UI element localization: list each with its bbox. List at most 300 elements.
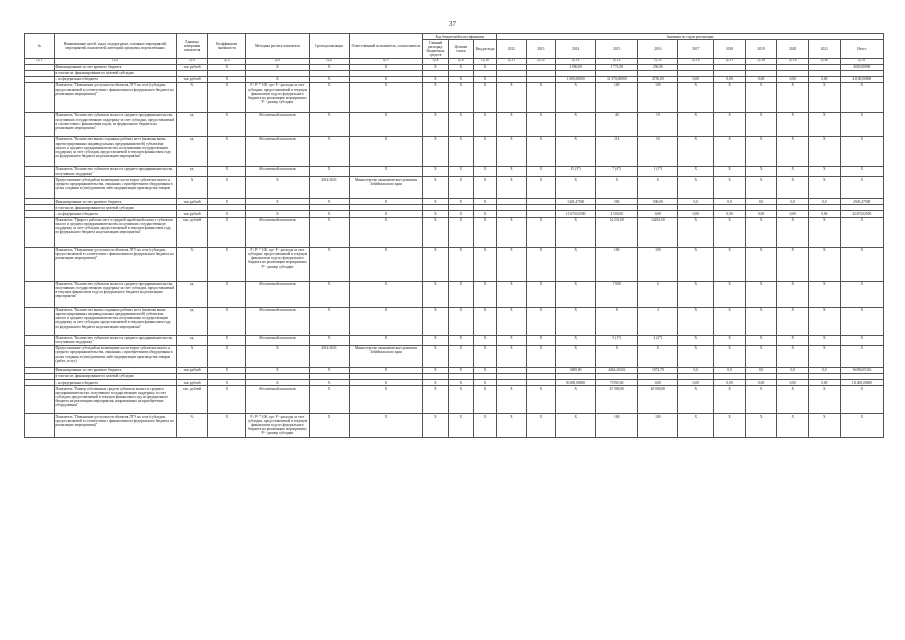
cell-exec: Министерство экономического развития Забайкальского края <box>349 177 423 199</box>
cell-no <box>25 166 55 176</box>
cell-year-value: X <box>556 345 596 367</box>
header-unit: Единица измерения показателя <box>176 34 208 59</box>
cell-total: X <box>840 307 883 335</box>
cell-year-value: X <box>678 345 714 367</box>
cell-year-value: 1 000,00000 <box>556 76 596 82</box>
cell-method: Абсолютный показатель <box>246 136 309 166</box>
cell-grbs: X <box>423 76 448 82</box>
column-number: гр.18 <box>745 58 777 64</box>
cell-term: X <box>309 386 349 414</box>
cell-year-value: X <box>678 82 714 112</box>
header-year: 2021 <box>809 40 841 59</box>
cell-year-value: 0,00 <box>714 76 746 82</box>
cell-unit: X <box>176 345 208 367</box>
cell-year-value: 3 000,00 <box>556 64 596 70</box>
cell-year-value: 0,0 <box>745 199 777 205</box>
cell-section: X <box>448 281 473 307</box>
cell-year-value: 0,00 <box>745 211 777 217</box>
cell-name: Финансирование за счет краевого бюджета <box>54 199 176 205</box>
cell-year-value: 0,00 <box>809 380 841 386</box>
cell-year-value: 1 (1*) <box>638 166 678 176</box>
cell-year-value: X <box>596 345 638 367</box>
cell-section: X <box>448 345 473 367</box>
cell-year-value: X <box>809 177 841 199</box>
header-year: 2018 <box>714 40 746 59</box>
cell-method: Р / Р² * 100, где: Р - расходы за счет субсидии, предоставляемой в текущем финансовом году из федерального бюджета на реализацию мероприятия; Р² - размер субсидии <box>246 414 309 438</box>
cell-exec: X <box>349 76 423 82</box>
column-number: гр.2 <box>54 58 176 64</box>
cell-year-value: X <box>526 386 556 414</box>
cell-unit: % <box>176 414 208 438</box>
cell-year-value: 0,00 <box>745 76 777 82</box>
cell-name: Предоставление субсидий на возмещение части затрат субъектам малого и среднего предпринимательства, связанных с приобретением оборудования в целях создания и (или) развития либо модернизации производства товаров <box>54 177 176 199</box>
cell-year-value: X <box>809 217 841 247</box>
cell-method: X <box>246 211 309 217</box>
cell-no <box>25 335 55 345</box>
cell-year-value: X <box>809 247 841 281</box>
column-number: гр.16 <box>678 58 714 64</box>
cell-term: X <box>309 112 349 136</box>
cell-year-value: X <box>745 414 777 438</box>
cell-no <box>25 82 55 112</box>
cell-year-value: X <box>809 386 841 414</box>
cell-no <box>25 217 55 247</box>
cell-year-value: 0,00 <box>714 211 746 217</box>
cell-total: X <box>840 166 883 176</box>
cell-grbs: X <box>423 386 448 414</box>
cell-year-value: X <box>638 345 678 367</box>
table-row <box>25 166 884 176</box>
cell-type: X <box>473 217 496 247</box>
cell-no <box>25 414 55 438</box>
cell-name: Показатель "Повышение доступности объектов ЛТУ на селе (субсидии, предоставляемой в соответствии с финансовым из федерального бюджета на реализацию мероприятия)" <box>54 414 176 438</box>
cell-year-value: X <box>526 281 556 307</box>
cell-year-value: X <box>556 386 596 414</box>
cell-year-value: X <box>777 345 809 367</box>
cell-term: X <box>309 217 349 247</box>
cell-name: в том числе, финансирование по целевой субсидии <box>54 373 176 379</box>
table-row <box>25 345 884 367</box>
cell-term: X <box>309 82 349 112</box>
cell-type: X <box>473 64 496 70</box>
cell-section: X <box>448 211 473 217</box>
cell-total: X <box>840 217 883 247</box>
program-table <box>24 33 884 438</box>
cell-year-value: X <box>678 307 714 335</box>
cell-exec: X <box>349 380 423 386</box>
table-row <box>25 281 884 307</box>
cell-grbs: X <box>423 166 448 176</box>
header-name: Наименование целей, задач, подпрограмм, основных мероприятий, мероприятий, показателей, категорий, программ, ведомственных <box>54 34 176 59</box>
cell-type: X <box>473 281 496 307</box>
cell-year-value: X <box>497 307 527 335</box>
cell-year-value: X <box>809 345 841 367</box>
cell-year-value: X <box>714 345 746 367</box>
cell-year-value: X <box>777 386 809 414</box>
table-header <box>25 34 884 65</box>
cell-term: X <box>309 335 349 345</box>
cell-type: X <box>473 199 496 205</box>
table-row <box>25 247 884 281</box>
cell-grbs: X <box>423 217 448 247</box>
cell-unit: тыс. рублей <box>176 386 208 414</box>
cell-year-value: X <box>777 166 809 176</box>
cell-method: X <box>246 64 309 70</box>
cell-year-value: 0,00 <box>809 211 841 217</box>
cell-method: Абсолютный показатель <box>246 217 309 247</box>
cell-year-value: 0,00 <box>777 76 809 82</box>
cell-year-value: X <box>678 112 714 136</box>
cell-year-value: X <box>526 307 556 335</box>
cell-year-value: X <box>777 414 809 438</box>
cell-unit: ед. <box>176 307 208 335</box>
cell-name: Показатель "Повышение доступности объектов ЛТУ на селе (субсидии, предоставляемой в соответствии с финансовым из федерального бюджета на реализацию мероприятия)" <box>54 247 176 281</box>
cell-grbs: X <box>423 136 448 166</box>
cell-term: X <box>309 64 349 70</box>
cell-year-value: X <box>745 307 777 335</box>
cell-exec: X <box>349 414 423 438</box>
cell-year-value: 11 670,02500 <box>556 211 596 217</box>
header-method: Методика расчета показателя <box>246 34 309 59</box>
cell-year-value: X <box>809 136 841 166</box>
cell-year-value: 15 (3*) <box>556 166 596 176</box>
cell-year-value: X <box>556 136 596 166</box>
cell-method: X <box>246 199 309 205</box>
cell-grbs: X <box>423 307 448 335</box>
cell-exec: X <box>349 335 423 345</box>
cell-year-value: X <box>809 82 841 112</box>
cell-year-value: X <box>526 166 556 176</box>
table-row <box>25 386 884 414</box>
cell-method: X <box>246 76 309 82</box>
cell-year-value: X <box>777 177 809 199</box>
cell-coef: X <box>208 335 246 345</box>
cell-total: X <box>840 177 883 199</box>
column-number: гр.17 <box>714 58 746 64</box>
cell-name: Показатель "Размер собственных средств субъектов малого и среднего предпринимательства, получивших государственную поддержку за счет субсидии, предоставляемой в текущем финансовом году из федерального бюджета на реализацию мероприятия, направленных на приобретение оборудования" <box>54 386 176 414</box>
cell-unit: % <box>176 247 208 281</box>
header-year: 2012 <box>497 40 527 59</box>
cell-method: Р / Р² * 100, где: Р - расходы за счет субсидии, предоставляемой в текущем финансовом году из федерального бюджета на реализацию мероприятия; Р² - размер субсидии <box>246 247 309 281</box>
cell-year-value: X <box>745 217 777 247</box>
cell-year-value: X <box>714 177 746 199</box>
cell-total: X <box>840 247 883 281</box>
cell-unit: X <box>176 177 208 199</box>
cell-year-value: X <box>678 335 714 345</box>
cell-year-value: X <box>526 177 556 199</box>
cell-exec: X <box>349 367 423 373</box>
cell-year-value: 5 (1*) <box>596 335 638 345</box>
cell-unit: тыс.рублей <box>176 199 208 205</box>
cell-year-value: 0,00 <box>809 76 841 82</box>
cell-term: X <box>309 211 349 217</box>
table-row <box>25 414 884 438</box>
cell-year-value: X <box>809 307 841 335</box>
cell-term: 2014-2021 <box>309 345 349 367</box>
cell-section: X <box>448 112 473 136</box>
cell-total: X <box>840 386 883 414</box>
cell-type: X <box>473 345 496 367</box>
column-number: гр.20 <box>809 58 841 64</box>
cell-coef: X <box>208 166 246 176</box>
cell-year-value: X <box>714 82 746 112</box>
column-number: гр.5 <box>246 58 309 64</box>
table-row <box>25 82 884 112</box>
cell-year-value: X <box>714 217 746 247</box>
cell-year-value: X <box>678 136 714 166</box>
cell-year-value: X <box>638 177 678 199</box>
cell-year-value: X <box>745 335 777 345</box>
cell-year-value: X <box>678 217 714 247</box>
cell-exec: Министерство экономического развития Забайкальского края <box>349 345 423 367</box>
cell-method: X <box>246 345 309 367</box>
cell-year-value: X <box>556 281 596 307</box>
cell-year-value: 0,00 <box>638 380 678 386</box>
cell-no <box>25 136 55 166</box>
cell-coef: X <box>208 112 246 136</box>
cell-unit: ед. <box>176 335 208 345</box>
cell-year-value: X <box>745 281 777 307</box>
cell-total: X <box>840 281 883 307</box>
cell-year-value: X <box>745 136 777 166</box>
column-number: гр.8 <box>423 58 448 64</box>
cell-year-value: X <box>556 112 596 136</box>
cell-year-value: 500,00 <box>638 199 678 205</box>
cell-total: 4050,00000 <box>840 64 883 70</box>
column-number: гр.14 <box>596 58 638 64</box>
cell-name: – из федерального бюджета <box>54 76 176 82</box>
cell-coef: X <box>208 211 246 217</box>
cell-year-value: 0,0 <box>809 199 841 205</box>
cell-year-value: X <box>745 82 777 112</box>
cell-section: X <box>448 76 473 82</box>
header-year: 2016 <box>638 40 678 59</box>
cell-year-value: X <box>714 247 746 281</box>
cell-coef: X <box>208 199 246 205</box>
cell-coef: X <box>208 345 246 367</box>
cell-year-value: X <box>497 177 527 199</box>
cell-exec: X <box>349 199 423 205</box>
cell-coef: X <box>208 136 246 166</box>
table-row <box>25 112 884 136</box>
cell-year-value: X <box>497 386 527 414</box>
cell-name: – из федерального бюджета <box>54 211 176 217</box>
cell-year-value: 100 <box>596 414 638 438</box>
cell-year-value: X <box>714 307 746 335</box>
cell-total: 41100,00000 <box>840 76 883 82</box>
cell-year-value: 0,0 <box>777 367 809 373</box>
cell-year-value: 114 <box>596 136 638 166</box>
cell-year-value: X <box>526 414 556 438</box>
cell-unit: ед. <box>176 112 208 136</box>
cell-name: в том числе, финансирование по целевой субсидии <box>54 70 176 76</box>
cell-year-value: X <box>714 281 746 307</box>
header-values-group: Значения по годам реализации <box>497 34 884 40</box>
cell-year-value: 40 <box>596 112 638 136</box>
cell-method: X <box>246 380 309 386</box>
cell-unit: тыс.рублей <box>176 76 208 82</box>
cell-year-value: X <box>556 217 596 247</box>
cell-year-value: 100 <box>596 82 638 112</box>
cell-exec: X <box>349 211 423 217</box>
cell-coef: X <box>208 76 246 82</box>
cell-method: X <box>246 177 309 199</box>
cell-section: X <box>448 177 473 199</box>
cell-coef: X <box>208 386 246 414</box>
cell-year-value: 0,00 <box>777 380 809 386</box>
cell-year-value: X <box>497 414 527 438</box>
cell-section: X <box>448 414 473 438</box>
cell-year-value: X <box>497 82 527 112</box>
cell-coef: X <box>208 247 246 281</box>
cell-year-value: 0,0 <box>777 199 809 205</box>
cell-year-value: 0,0 <box>809 367 841 373</box>
cell-total: 2945,47500 <box>840 199 883 205</box>
cell-section: X <box>448 166 473 176</box>
cell-year-value: X <box>714 386 746 414</box>
header-total: Итого <box>840 40 883 59</box>
cell-term: X <box>309 281 349 307</box>
cell-total: X <box>840 414 883 438</box>
cell-year-value: 0,00 <box>777 211 809 217</box>
page-number: 37 <box>449 20 456 28</box>
cell-type: X <box>473 76 496 82</box>
cell-total: 16396,05316 <box>840 367 883 373</box>
cell-year-value: X <box>809 281 841 307</box>
cell-coef: X <box>208 414 246 438</box>
cell-year-value: X <box>809 166 841 176</box>
cell-name: в том числе, финансирование по целевой субсидии <box>54 205 176 211</box>
cell-unit: ед. <box>176 166 208 176</box>
cell-grbs: X <box>423 380 448 386</box>
cell-year-value: X <box>556 177 596 199</box>
cell-section: X <box>448 64 473 70</box>
cell-year-value: X <box>596 177 638 199</box>
cell-method: Абсолютный показатель <box>246 112 309 136</box>
cell-year-value: X <box>714 166 746 176</box>
cell-year-value: X <box>777 247 809 281</box>
cell-year-value: 50 <box>638 136 678 166</box>
cell-name: Показатель "Количество вновь созданных рабочих мест (включая вновь зарегистрированных индивидуальных предпринимателей) субъектами малого и среднего предпринимательства, получившими государственную поддержку за счет субсидии, предоставляемой в текущем финансовом году из федерального бюджета на реализацию мероприятия" <box>54 136 176 166</box>
cell-year-value: X <box>745 177 777 199</box>
cell-unit: тыс.рублей <box>176 367 208 373</box>
cell-year-value: X <box>809 414 841 438</box>
cell-year-value: X <box>556 82 596 112</box>
cell-term: X <box>309 380 349 386</box>
cell-year-value: 14 231,00 <box>596 217 638 247</box>
cell-coef: X <box>208 82 246 112</box>
header-year: 2017 <box>678 40 714 59</box>
cell-year-value: 0,00 <box>745 380 777 386</box>
header-grbs: Главный распоряд. бюджетных средств <box>423 40 448 59</box>
cell-year-value: X <box>777 335 809 345</box>
cell-year-value: X <box>777 217 809 247</box>
cell-year-value: X <box>497 345 527 367</box>
cell-no <box>25 345 55 367</box>
cell-exec: X <box>349 307 423 335</box>
cell-type: X <box>473 307 496 335</box>
cell-type: X <box>473 166 496 176</box>
cell-no <box>25 112 55 136</box>
cell-name: – из федерального бюджета <box>54 380 176 386</box>
cell-year-value: 7 (4*) <box>596 166 638 176</box>
cell-year-value: 4462,20316 <box>596 367 638 373</box>
cell-year-value: 8 <box>596 307 638 335</box>
column-number: гр.19 <box>777 58 809 64</box>
cell-section: X <box>448 136 473 166</box>
cell-year-value: 0,00 <box>678 211 714 217</box>
column-number: гр.9 <box>448 58 473 64</box>
cell-grbs: X <box>423 199 448 205</box>
cell-year-value: 100 <box>638 414 678 438</box>
cell-section: X <box>448 82 473 112</box>
cell-total: X <box>840 335 883 345</box>
cell-year-value: X <box>745 166 777 176</box>
cell-year-value: 0,00 <box>638 211 678 217</box>
cell-year-value: X <box>526 217 556 247</box>
cell-total: X <box>840 345 883 367</box>
cell-name: Показатель "Количество субъектов малого и среднего предпринимательства, получивших поддержку" <box>54 166 176 176</box>
cell-year-value: 100 <box>638 82 678 112</box>
cell-term: X <box>309 307 349 335</box>
cell-name: Финансирование за счет краевого бюджета <box>54 64 176 70</box>
cell-exec: X <box>349 136 423 166</box>
cell-grbs: X <box>423 112 448 136</box>
cell-term: X <box>309 199 349 205</box>
cell-year-value: 4 500,00 <box>596 211 638 217</box>
cell-section: X <box>448 386 473 414</box>
cell-type: X <box>473 414 496 438</box>
cell-type: X <box>473 211 496 217</box>
column-number: гр.4 <box>208 58 246 64</box>
cell-year-value: X <box>526 82 556 112</box>
column-number: гр.10 <box>473 58 496 64</box>
cell-method: Р / Р² * 100, где: Р - расходы за счет субсидии, предоставляемой в текущем финансовом году из федерального бюджета на реализацию мероприятия; Р² - размер субсидии <box>246 82 309 112</box>
cell-year-value: 250,00 <box>638 64 678 70</box>
cell-unit: тыс.рублей <box>176 64 208 70</box>
header-section: Целевая статья <box>448 40 473 59</box>
cell-year-value: X <box>526 335 556 345</box>
cell-year-value: X <box>497 166 527 176</box>
cell-type: X <box>473 82 496 112</box>
cell-unit: тыс. рублей <box>176 217 208 247</box>
cell-section: X <box>448 199 473 205</box>
cell-type: X <box>473 386 496 414</box>
cell-name: Предоставление субсидий на возмещение части затрат субъектам малого и среднего предпринимательства, связанных с приобретением оборудования в целях создания и (или) развития либо модернизации производства товаров (работ, услуг) <box>54 345 176 367</box>
cell-term: X <box>309 247 349 281</box>
cell-year-value: X <box>526 136 556 166</box>
cell-term: 2014-2021 <box>309 177 349 199</box>
cell-name: Показатель "Количество вновь созданных рабочих мест (включая вновь зарегистрированных индивидуальных предпринимателей) субъектами малого и среднего предпринимательства, получившими государственную поддержку за счет субсидии, предоставляемой в текущем финансовом году из федерального бюджета на реализацию мероприятия" <box>54 307 176 335</box>
header-year: 2015 <box>596 40 638 59</box>
cell-year-value: 1445,47500 <box>556 199 596 205</box>
cell-year-value: 40 000,00 <box>638 386 678 414</box>
cell-total: X <box>840 82 883 112</box>
column-number: гр.7 <box>349 58 423 64</box>
cell-grbs: X <box>423 414 448 438</box>
cell-year-value: X <box>714 414 746 438</box>
cell-coef: X <box>208 64 246 70</box>
cell-grbs: X <box>423 82 448 112</box>
cell-term: X <box>309 367 349 373</box>
cell-year-value: 81000,00000 <box>556 380 596 386</box>
header-type: Вид расхода <box>473 40 496 59</box>
cell-total: X <box>840 112 883 136</box>
cell-year-value: X <box>556 247 596 281</box>
cell-coef: X <box>208 367 246 373</box>
cell-unit: ед. <box>176 281 208 307</box>
cell-method: Абсолютный показатель <box>246 307 309 335</box>
